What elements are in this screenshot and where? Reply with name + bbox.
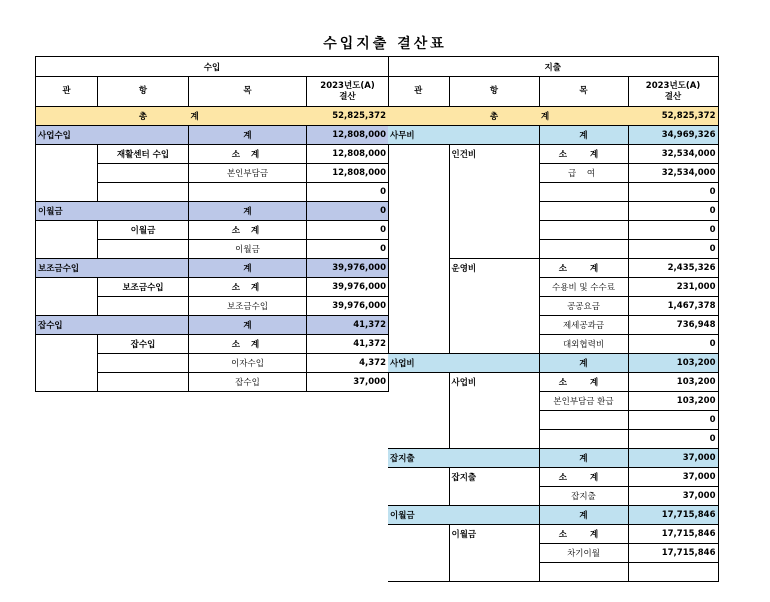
expense-total-amount: 52,825,372 bbox=[628, 107, 718, 126]
mok-cell: 계 bbox=[539, 126, 628, 145]
amount-cell: 17,715,846 bbox=[628, 506, 718, 525]
mok-cell: 제세공과금 bbox=[539, 316, 628, 335]
table-row bbox=[388, 202, 718, 221]
expense-header: 지출 bbox=[388, 57, 718, 77]
mok-cell: 대외협력비 bbox=[539, 335, 628, 354]
amount-cell: 736,948 bbox=[628, 316, 718, 335]
income-table bbox=[35, 56, 389, 392]
col-year-label: 2023년도(A) bbox=[645, 80, 701, 91]
mok-cell: 계 bbox=[189, 202, 307, 221]
mok-cell: 소 계 bbox=[539, 145, 628, 164]
table-row bbox=[388, 183, 718, 202]
table-row bbox=[388, 544, 718, 563]
gwan-cell: 잡지출 bbox=[388, 449, 449, 468]
amount-cell: 1,467,378 bbox=[628, 297, 718, 316]
amount-cell: 39,976,000 bbox=[307, 259, 389, 278]
amount-cell: 17,715,846 bbox=[628, 544, 718, 563]
mok-cell: 이자수입 bbox=[189, 354, 307, 373]
table-row bbox=[388, 335, 718, 354]
amount-cell: 12,808,000 bbox=[307, 164, 389, 183]
col-result-label: 결산 bbox=[664, 91, 682, 102]
mok-cell: 소 계 bbox=[539, 373, 628, 392]
amount-cell: 2,435,326 bbox=[628, 259, 718, 278]
amount-cell: 37,000 bbox=[628, 468, 718, 487]
page-title: 수입지출 결산표 bbox=[323, 36, 447, 52]
mok-cell: 본인부담금 환급 bbox=[539, 392, 628, 411]
amount-cell: 0 bbox=[628, 202, 718, 221]
mok-cell: 보조금수입 bbox=[189, 297, 307, 316]
table-row bbox=[36, 164, 389, 183]
mok-cell: 이월금 bbox=[189, 240, 307, 259]
mok-cell: 소 계 bbox=[189, 335, 307, 354]
amount-cell: 0 bbox=[307, 240, 389, 259]
col-hang: 항 bbox=[449, 77, 539, 107]
amount-cell: 0 bbox=[628, 430, 718, 449]
table-row bbox=[388, 240, 718, 259]
amount-cell: 231,000 bbox=[628, 278, 718, 297]
table-row bbox=[36, 316, 389, 335]
mok-cell: 잡수입 bbox=[189, 373, 307, 392]
amount-cell: 0 bbox=[307, 183, 389, 202]
expense-total-row bbox=[388, 107, 718, 126]
mok-cell: 잡지출 bbox=[539, 487, 628, 506]
table-row bbox=[36, 259, 389, 278]
hang-cell: 이월금 bbox=[98, 221, 189, 240]
mok-cell: 계 bbox=[539, 354, 628, 373]
table-row bbox=[36, 183, 389, 202]
hang-cell: 잡수입 bbox=[98, 335, 189, 354]
income-total-row bbox=[36, 107, 389, 126]
table-row bbox=[36, 354, 389, 373]
mok-cell: 소 계 bbox=[539, 259, 628, 278]
amount-cell: 103,200 bbox=[628, 354, 718, 373]
mok-cell: 공공요금 bbox=[539, 297, 628, 316]
col-year bbox=[628, 77, 718, 107]
expense-table bbox=[388, 56, 719, 582]
mok-cell: 소 계 bbox=[189, 145, 307, 164]
mok-cell: 소 계 bbox=[189, 221, 307, 240]
table-row bbox=[388, 373, 718, 392]
col-year bbox=[307, 77, 389, 107]
mok-cell: 계 bbox=[189, 126, 307, 145]
table-row bbox=[388, 449, 718, 468]
amount-cell: 41,372 bbox=[307, 316, 389, 335]
amount-cell: 32,534,000 bbox=[628, 164, 718, 183]
hang-cell: 이월금 bbox=[449, 525, 539, 544]
mok-cell: 계 bbox=[189, 316, 307, 335]
hang-cell: 사업비 bbox=[449, 373, 539, 392]
col-mok: 목 bbox=[189, 77, 307, 107]
table-row bbox=[36, 278, 389, 297]
mok-cell: 차기이월 bbox=[539, 544, 628, 563]
amount-cell: 103,200 bbox=[628, 392, 718, 411]
amount-cell: 37,000 bbox=[628, 487, 718, 506]
amount-cell: 37,000 bbox=[628, 449, 718, 468]
table-row bbox=[388, 126, 718, 145]
table-row bbox=[388, 411, 718, 430]
mok-cell: 본인부담금 bbox=[189, 164, 307, 183]
amount-cell: 37,000 bbox=[307, 373, 389, 392]
gwan-cell: 보조금수입 bbox=[36, 259, 98, 278]
hang-cell: 운영비 bbox=[449, 259, 539, 278]
table-row bbox=[388, 221, 718, 240]
amount-cell: 17,715,846 bbox=[628, 525, 718, 544]
col-mok: 목 bbox=[539, 77, 628, 107]
col-result-label: 결산 bbox=[339, 91, 356, 102]
table-row bbox=[388, 392, 718, 411]
table-row bbox=[36, 202, 389, 221]
amount-cell bbox=[628, 563, 718, 582]
hang-cell: 잡지출 bbox=[449, 468, 539, 487]
table-row bbox=[388, 278, 718, 297]
col-gwan: 관 bbox=[388, 77, 449, 107]
amount-cell: 0 bbox=[307, 202, 389, 221]
table-row bbox=[36, 373, 389, 392]
mok-cell: 계 bbox=[189, 259, 307, 278]
income-total-amount: 52,825,372 bbox=[307, 107, 389, 126]
table-row bbox=[388, 430, 718, 449]
table-row bbox=[36, 335, 389, 354]
total-label-1: 총 bbox=[449, 107, 539, 126]
mok-cell: 수용비 및 수수료 bbox=[539, 278, 628, 297]
gwan-cell: 이월금 bbox=[388, 506, 449, 525]
amount-cell: 103,200 bbox=[628, 373, 718, 392]
table-row bbox=[388, 259, 718, 278]
amount-cell: 0 bbox=[628, 411, 718, 430]
col-hang: 항 bbox=[98, 77, 189, 107]
table-row bbox=[36, 145, 389, 164]
col-year-label: 2023년도(A) bbox=[320, 80, 375, 91]
total-label-1: 총 bbox=[98, 107, 189, 126]
table-row bbox=[388, 297, 718, 316]
hang-cell: 재활센터 수입 bbox=[98, 145, 189, 164]
total-label-2: 계 bbox=[539, 107, 628, 126]
table-row bbox=[388, 525, 718, 544]
table-row bbox=[36, 240, 389, 259]
amount-cell: 0 bbox=[307, 221, 389, 240]
amount-cell: 39,976,000 bbox=[307, 297, 389, 316]
amount-cell: 0 bbox=[628, 240, 718, 259]
gwan-cell: 이월금 bbox=[36, 202, 98, 221]
mok-cell: 계 bbox=[539, 506, 628, 525]
gwan-cell: 사무비 bbox=[388, 126, 449, 145]
table-row bbox=[388, 354, 718, 373]
total-label-2: 계 bbox=[189, 107, 307, 126]
gwan-cell: 사업비 bbox=[388, 354, 449, 373]
amount-cell: 39,976,000 bbox=[307, 278, 389, 297]
hang-cell: 인건비 bbox=[449, 145, 539, 164]
mok-cell: 소 계 bbox=[539, 468, 628, 487]
amount-cell: 12,808,000 bbox=[307, 126, 389, 145]
table-row bbox=[36, 297, 389, 316]
table-row bbox=[388, 145, 718, 164]
mok-cell: 계 bbox=[539, 449, 628, 468]
table-row bbox=[36, 126, 389, 145]
amount-cell: 34,969,326 bbox=[628, 126, 718, 145]
table-row bbox=[388, 468, 718, 487]
amount-cell: 0 bbox=[628, 183, 718, 202]
table-row bbox=[36, 221, 389, 240]
hang-cell: 보조금수입 bbox=[98, 278, 189, 297]
table-row bbox=[388, 563, 718, 582]
amount-cell: 0 bbox=[628, 335, 718, 354]
amount-cell: 4,372 bbox=[307, 354, 389, 373]
table-row bbox=[388, 316, 718, 335]
table-row bbox=[388, 506, 718, 525]
gwan-cell: 사업수입 bbox=[36, 126, 98, 145]
col-gwan: 관 bbox=[36, 77, 98, 107]
gwan-cell: 잡수입 bbox=[36, 316, 98, 335]
amount-cell: 41,372 bbox=[307, 335, 389, 354]
table-row bbox=[388, 487, 718, 506]
table-row bbox=[388, 164, 718, 183]
mok-cell: 급 여 bbox=[539, 164, 628, 183]
amount-cell: 0 bbox=[628, 221, 718, 240]
amount-cell: 12,808,000 bbox=[307, 145, 389, 164]
mok-cell: 소 계 bbox=[189, 278, 307, 297]
income-header: 수입 bbox=[36, 57, 389, 77]
mok-cell: 소 계 bbox=[539, 525, 628, 544]
amount-cell: 32,534,000 bbox=[628, 145, 718, 164]
